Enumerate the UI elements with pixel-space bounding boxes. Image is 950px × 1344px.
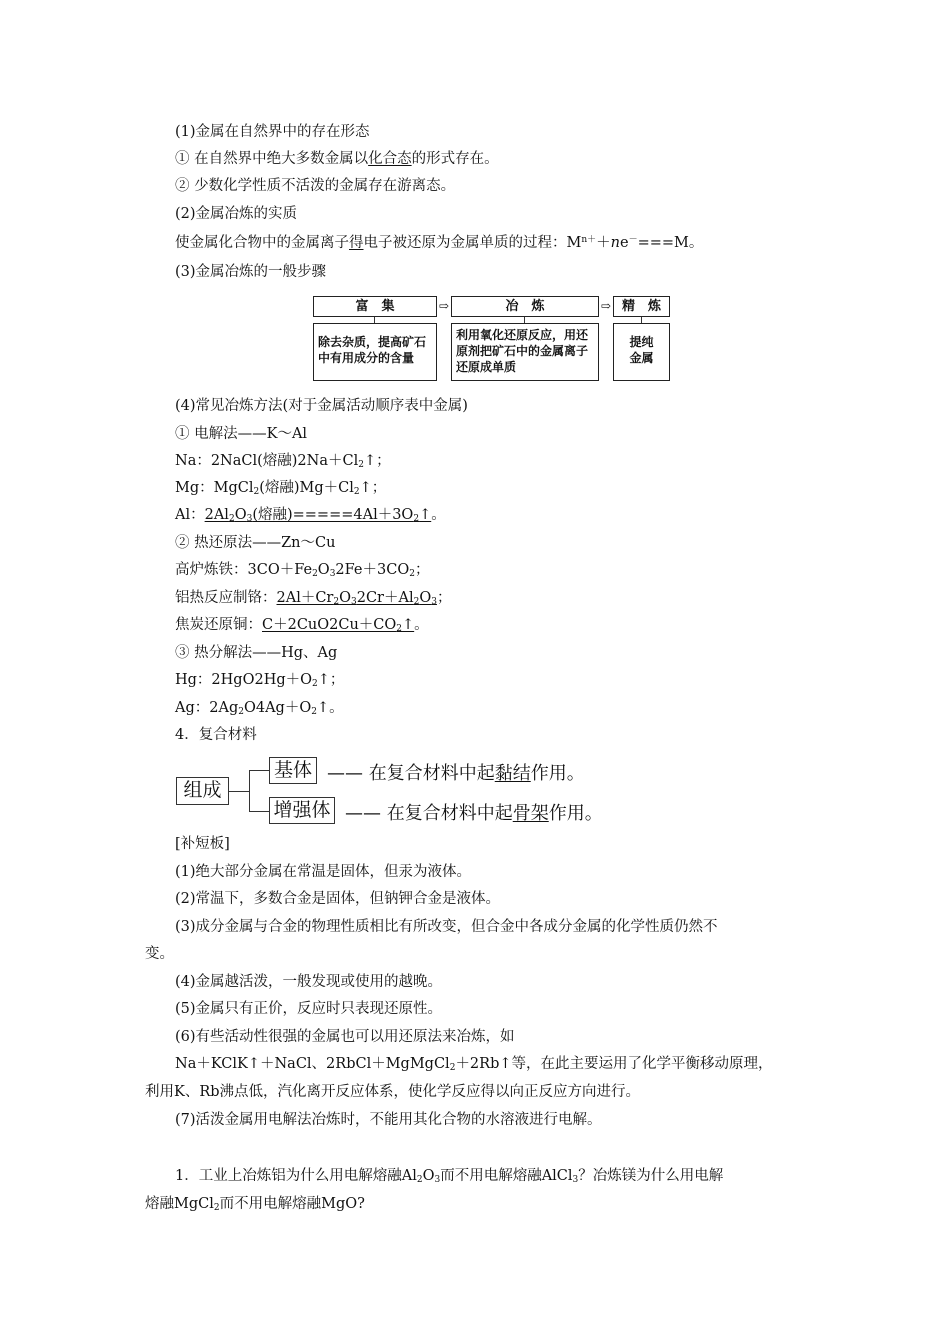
connector (229, 791, 249, 792)
eq-mg: Mg：MgCl$_2$(熔融)$Mg+Cl_2↑$； (175, 480, 387, 497)
flow-head-refine: 精 炼 (613, 296, 670, 317)
note-1: (1)绝大部分金属在常温是固体，但汞为液体。 (175, 864, 472, 880)
eq-cr: 铝热反应制铬：$2Al+Cr_2O_32Cr+Al_2O_3$； (175, 590, 452, 607)
arrow-icon: ⇨ (439, 299, 450, 313)
composition-root-box: 组成 (176, 777, 229, 805)
note-3: (3)成分金属与合金的物理性质相比有所改变，但合金中各成分金属的化学性质仍然不 (175, 919, 718, 935)
flow-text-smelt: 利用氧化还原反应，用还原剂把矿石中的金属离子还原成单质 (451, 323, 599, 381)
question-1: 1．工业上冶炼铝为什么用电解熔融$Al_2O_3$而不用电解熔融AlCl$_3$？冶炼镁为什么用电解 (175, 1168, 724, 1185)
method-thermal-reduction: ② 热还原法——Zn～Cu (175, 535, 336, 551)
eq-ag: Ag：$2Ag_2O4Ag+O_2↑$。 (175, 700, 344, 717)
s2-title: (2)金属冶炼的实质 (175, 206, 298, 222)
s5-title: 4．复合材料 (175, 727, 257, 743)
reinforcement-desc: —— 在复合材料中起骨架作用。 (345, 803, 603, 824)
note-3-cont: 变。 (145, 946, 174, 962)
note-5: (5)金属只有正价，反应时只表现还原性。 (175, 1001, 443, 1017)
s1-line1: ① 在自然界中绝大多数金属以化合态的形式存在。 (175, 151, 499, 167)
note-4: (4)金属越活泼，一般发现或使用的越晚。 (175, 974, 443, 990)
eq-na: Na：2NaCl(熔融)$2Na+Cl_2↑$； (175, 453, 391, 470)
s6-title: [补短板] (175, 836, 230, 852)
connector (249, 770, 250, 812)
method-electrolysis: ① 电解法——K～Al (175, 426, 308, 442)
s1-title: (1)金属在自然界中的存在形态 (175, 124, 370, 140)
connector (249, 770, 269, 771)
flow-head-enrich: 富 集 (313, 296, 437, 317)
method-thermal-decomposition: ③ 热分解法——Hg、Ag (175, 645, 338, 661)
note-6-eq: Na＋KClK↑＋NaCl、2RbCl＋MgMgCl$_2$＋2Rb↑等，在此主要运用了化学平衡移动原理， (175, 1056, 773, 1073)
connector (249, 811, 269, 812)
matrix-desc: —— 在复合材料中起黏结作用。 (327, 763, 585, 784)
matrix-box: 基体 (269, 757, 317, 784)
flow-head-smelt: 冶 炼 (451, 296, 599, 317)
arrow-icon: ⇨ (601, 299, 612, 313)
note-6: (6)有些活动性很强的金属也可以用还原法来冶炼，如 (175, 1029, 515, 1045)
note-7: (7)活泼金属用电解法冶炼时，不能用其化合物的水溶液进行电解。 (175, 1112, 602, 1128)
eq-al: Al：$2Al_2O_3$(熔融)$=====4Al+3O_2↑$。 (175, 507, 446, 524)
flow-text-refine: 提纯金属 (613, 323, 670, 381)
eq-fe: 高炉炼铁：$3CO+Fe_2O_32Fe+3CO_2$； (175, 562, 430, 579)
s3-title: (3)金属冶炼的一般步骤 (175, 264, 327, 280)
eq-hg: Hg：$2HgO2Hg+O_2↑$； (175, 672, 345, 689)
flow-text-enrich: 除去杂质，提高矿石中有用成分的含量 (313, 323, 437, 381)
s4-title: (4)常见冶炼方法(对于金属活动顺序表中金属) (175, 398, 468, 414)
question-1-cont: 熔融MgCl$_2$而不用电解熔融MgO? (145, 1196, 365, 1213)
reinforcement-box: 增强体 (269, 797, 335, 824)
note-2: (2)常温下，多数合金是固体，但钠钾合金是液体。 (175, 891, 501, 907)
s2-line: 使金属化合物中的金属离子得电子被还原为金属单质的过程：$M^{n+}+ne^-===M$。 (175, 235, 704, 251)
s1-line2: ② 少数化学性质不活泼的金属存在游离态。 (175, 178, 456, 194)
note-6-cont: 利用K、Rb沸点低，汽化离开反应体系，使化学反应得以向正反应方向进行。 (145, 1084, 641, 1100)
eq-cu: 焦炭还原铜：$C+2CuO2Cu+CO_2↑$。 (175, 617, 429, 634)
